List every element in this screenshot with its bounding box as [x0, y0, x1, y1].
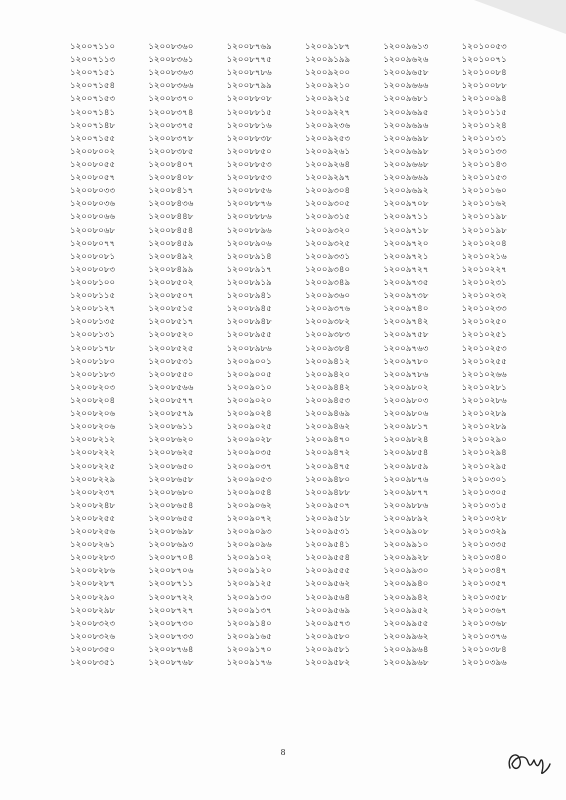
- roll-number-cell: ১২০০৯১২৫: [226, 578, 272, 589]
- roll-number-cell: ১২০০৯৮৮৬: [383, 499, 429, 510]
- roll-number-cell: ১২০০৯০৫৪: [226, 486, 272, 497]
- roll-number-cell: ১২০০৮০৩৩: [70, 185, 116, 196]
- roll-number-cell: ১২০০৮৭৬৯: [226, 41, 272, 51]
- roll-number-cell: ১২০০৯০২৮: [226, 434, 272, 445]
- roll-number-cell: ১২০০৯০০১: [226, 355, 272, 366]
- roll-number-cell: ১২০০৮৫৫০: [148, 368, 194, 379]
- roll-number-cell: ১২০০৮৭৩০: [148, 617, 194, 628]
- roll-number-cell: ১২০০৯৪৭০: [305, 434, 351, 445]
- roll-number-cell: ১২০১০১৬২: [461, 198, 507, 209]
- roll-number-table: [70, 40, 540, 669]
- roll-number-cell: ১২০০৯৫৭৩: [305, 617, 351, 628]
- roll-number-cell: ১২০০৯৫৮২: [305, 657, 351, 668]
- roll-number-cell: ১২০০৯৮৯২: [383, 512, 429, 523]
- roll-number-cell: ১২০০৯৮০২: [383, 381, 429, 392]
- roll-number-cell: ১২০০৯৭২০: [383, 237, 429, 248]
- roll-number-cell: ১২০০৮০৩৬: [70, 198, 116, 209]
- roll-number-cell: ১২০০৮৬৯৮: [148, 526, 194, 537]
- roll-number-cell: ১২০০৮৩৬১: [148, 54, 194, 65]
- roll-number-cell: ১২০০৯০২৪: [226, 408, 272, 419]
- roll-number-cell: ১২০০৮৯৪৮: [226, 316, 272, 327]
- roll-number-cell: ১২০০৮৮০৮: [226, 93, 272, 104]
- roll-number-cell: ১২০০৯৮৫৯: [383, 460, 429, 471]
- roll-number-cell: ১২০০৯৮০৩: [383, 394, 429, 405]
- roll-number-cell: ১২০১০২৮৯: [461, 421, 507, 432]
- roll-number-cell: ১২০০৮৯৮৬: [226, 342, 272, 353]
- roll-number-cell: ১২০০৮৪০৮: [148, 172, 194, 183]
- roll-number-cell: ১২০০৭১১৩: [70, 54, 116, 65]
- roll-number-cell: ১২০০৮২১২: [70, 434, 116, 445]
- roll-number-cell: ১২০০৯৬৬৮: [383, 158, 429, 169]
- roll-number-cell: ১২০০৯১২০: [226, 565, 272, 576]
- roll-number-cell: ১২০০৮৩৬৩: [148, 67, 194, 78]
- roll-number-cell: ১২০০৯৫৪১: [305, 539, 351, 550]
- roll-number-cell: ১২০১০৩০৫: [461, 486, 507, 497]
- roll-number-cell: ১২০০৮৫৭৭: [148, 394, 194, 405]
- roll-number-cell: ১২০১০২২৭: [461, 263, 507, 274]
- roll-number-cell: ১২০০৯৪৭৫: [305, 460, 351, 471]
- roll-number-cell: ১২০০৯১৮৭: [305, 41, 351, 51]
- roll-number-cell: ১২০০৯৫৮০: [305, 630, 351, 641]
- roll-number-cell: ১২০০৯৯১০: [383, 539, 429, 550]
- roll-number-cell: ১২০০৭১৪১: [70, 106, 116, 117]
- roll-number-cell: ১২০০৯০৩৭: [226, 460, 272, 471]
- roll-number-cell: ১২০০৯৩৮৪: [305, 342, 351, 353]
- roll-number-cell: ১২০০৯৪৬৯: [305, 408, 351, 419]
- roll-number-cell: ১২০১০৩২৮: [461, 512, 507, 523]
- roll-number-cell: ১২০১০৩৬৮: [461, 617, 507, 628]
- roll-number-cell: ১২০০৯৫০৭: [305, 499, 351, 510]
- roll-number-cell: ১২০০৮১০০: [70, 276, 116, 287]
- roll-number-cell: ১২০০৮৫২০: [148, 329, 194, 340]
- roll-number-cell: ১২০০৮২৮৩: [70, 552, 116, 563]
- roll-number-cell: ১২০০৯৬৫৮: [383, 67, 429, 78]
- roll-number-cell: ১২০০৯৬৯৮: [383, 145, 429, 156]
- roll-number-cell: ১২০০৯৭২১: [383, 250, 429, 261]
- roll-number-cell: ১২০১০৩৯৬: [461, 657, 507, 668]
- roll-number-cell: ১২০১০২৮১: [461, 381, 507, 392]
- roll-number-cell: ১২০০৯০২৫: [226, 421, 272, 432]
- roll-number-cell: ১২০১০৩৬৭: [461, 604, 507, 615]
- roll-number-cell: ১২০০৮২৫৬: [70, 526, 116, 537]
- roll-number-cell: ১২০০৯২৫৩: [305, 132, 351, 143]
- roll-number-cell: ১২০০৯২০০: [305, 67, 351, 78]
- roll-number-cell: ১২০১০২৫৫: [461, 355, 507, 366]
- roll-number-cell: ১২০০৮৯৫৫: [226, 329, 272, 340]
- roll-number-cell: ১২০০৮৫১৫: [148, 303, 194, 314]
- roll-number-cell: ১২০০৮৪৫৪: [148, 224, 194, 235]
- roll-number-cell: ১২০০৮২২২: [70, 447, 116, 458]
- roll-number-cell: ১২০০৯০৭২: [226, 512, 272, 523]
- roll-number-cell: ১২০০৯৩০৫: [305, 198, 351, 209]
- roll-number-cell: ১২০০৮১৭৮: [70, 342, 116, 353]
- roll-number-cell: ১২০০৮০৮১: [70, 250, 116, 261]
- roll-number-cell: ১২০০৮১১৫: [70, 290, 116, 301]
- roll-number-cell: ১২০০৯৫৮১: [305, 644, 351, 655]
- roll-number-cell: ১২০১০০৫৩: [461, 41, 507, 51]
- roll-number-cell: ১২০০৯৯০৮: [383, 526, 429, 537]
- roll-number-cell: ১২০১০৩৭৬: [461, 630, 507, 641]
- roll-number-cell: ১২০১০১৩৩: [461, 145, 507, 156]
- roll-number-cell: ১২০০৯৭৪২: [383, 316, 429, 327]
- roll-number-cell: ১২০০৮৬৫০: [148, 460, 194, 471]
- roll-number-cell: ১২০০৮৯০৬: [226, 237, 272, 248]
- roll-number-cell: ১২০০৮৮৭৬: [226, 198, 272, 209]
- roll-number-cell: ১২০০৯৬৮১: [383, 93, 429, 104]
- roll-number-cell: ১২০০৮৭০৬: [148, 565, 194, 576]
- roll-number-cell: ১২০০৯৩৪০: [305, 263, 351, 274]
- roll-number-cell: ১২০০৮২৯০: [70, 591, 116, 602]
- roll-number-cell: ১২০০৭১৫১: [70, 67, 116, 78]
- roll-number-cell: ১২০১০২৮৬: [461, 394, 507, 405]
- roll-number-cell: ১২০০৮২৫৫: [70, 512, 116, 523]
- roll-number-cell: ১২০০৯৪৭২: [305, 447, 351, 458]
- roll-number-cell: ১২০০৮৮৫৩: [226, 172, 272, 183]
- roll-number-cell: ১২০১০২৬৬: [461, 368, 507, 379]
- roll-number-cell: ১২০১০১১৫: [461, 106, 507, 117]
- roll-number-cell: ১২০০৯৩০৪: [305, 185, 351, 196]
- roll-number-cell: ১২০০৮০৬৮: [70, 224, 116, 235]
- folded-corner: [474, 0, 566, 34]
- roll-number-cell: ১২০০৮০৫৫: [70, 158, 116, 169]
- roll-number-cell: ১২০০৯৭১১: [383, 211, 429, 222]
- roll-number-cell: ১২০০৮৪৯৯: [148, 263, 194, 274]
- roll-number-cell: ১২০১০২৩২: [461, 290, 507, 301]
- roll-number-cell: ১২০০৯৭৪০: [383, 303, 429, 314]
- roll-number-cell: ১২০০৮৫১৭: [148, 316, 194, 327]
- signature-icon: [504, 742, 552, 778]
- roll-number-cell: ১২০০৮৬৯৩: [148, 539, 194, 550]
- roll-number-cell: ১২০০৮৮৫০: [226, 145, 272, 156]
- roll-number-cell: ১২০০৯৭৩৫: [383, 276, 429, 287]
- roll-number-cell: ১২০০৮৭৬৮: [148, 657, 194, 668]
- roll-number-cell: ১২০০৮৩৭৪: [148, 106, 194, 117]
- roll-number-cell: ১২০১০৩৫৭: [461, 578, 507, 589]
- roll-number-cell: ১২০১০১৪৩: [461, 158, 507, 169]
- roll-number-cell: ১২০১০৩৫৮: [461, 591, 507, 602]
- roll-number-cell: ১২০০৮৫৩১: [148, 355, 194, 366]
- roll-number-cell: ১২০০৮০০২: [70, 145, 116, 156]
- roll-number-cell: ১২০০৮৫৬৬: [148, 381, 194, 392]
- roll-number-cell: ১২০০৯৬২৬: [383, 54, 429, 65]
- roll-number-cell: ১২০০৯৪১২: [305, 355, 351, 366]
- roll-number-cell: ১২০০৭১৫৪: [70, 80, 116, 91]
- roll-number-cell: ১২০০৮৪১৭: [148, 185, 194, 196]
- roll-number-cell: ১২০০৯৩৭৬: [305, 303, 351, 314]
- roll-number-cell: ১২০০৮৮৫৩: [226, 158, 272, 169]
- roll-number-cell: ১২০০৯৯৫৫: [383, 617, 429, 628]
- roll-number-cell: ১২০১০৩৩৫: [461, 539, 507, 550]
- roll-number-cell: ১২০০৮৭৭৫: [226, 54, 272, 65]
- roll-number-cell: ১২০০৯১৩৭: [226, 604, 272, 615]
- roll-number-cell: ১২০১০১৬০: [461, 185, 507, 196]
- roll-number-cell: ১২০০৮৬২০: [148, 434, 194, 445]
- roll-number-cell: ১২০০৮৯১৭: [226, 263, 272, 274]
- roll-number-cell: ১২০১০১৫৩: [461, 172, 507, 183]
- roll-number-cell: ১২০০৯৩২৫: [305, 237, 351, 248]
- roll-number-cell: ১২০০৮২৩৭: [70, 486, 116, 497]
- roll-number-cell: ১২০০৮৪৩৬: [148, 198, 194, 209]
- roll-number-cell: ১২০০৯২৬১: [305, 145, 351, 156]
- roll-number-cell: ১২০০৭১৫৫: [70, 132, 116, 143]
- roll-number-cell: ১২০০৯৩৪৯: [305, 276, 351, 287]
- roll-number-cell: ১২০০৯৮৭৭: [383, 486, 429, 497]
- roll-number-cell: ১২০০৮৪৪৮: [148, 211, 194, 222]
- roll-number-cell: ১২০১০২৯০: [461, 434, 507, 445]
- roll-number-cell: ১২০০৮৬৫৫: [148, 512, 194, 523]
- roll-number-cell: ১২০০৮৩৭০: [148, 93, 194, 104]
- roll-number-cell: ১২০০৮৪০৭: [148, 158, 194, 169]
- roll-number-cell: ১২০০৯৮৭৬: [383, 473, 429, 484]
- roll-number-cell: ১২০১০১৩১: [461, 132, 507, 143]
- roll-number-cell: ১২০০৮৩৫০: [70, 644, 116, 655]
- roll-number-cell: ১২০০৯৪৬২: [305, 421, 351, 432]
- roll-number-cell: ১২০০৯০৯৬: [226, 539, 272, 550]
- roll-number-cell: ১২০০৯৬৯৮: [383, 132, 429, 143]
- roll-number-cell: ১২০০৮৩৬৬: [148, 80, 194, 91]
- roll-number-cell: ১২০০৮৪৫৯: [148, 237, 194, 248]
- roll-number-cell: ১২০০৮২৯৮: [70, 604, 116, 615]
- roll-number-cell: ১২০০৮৩৭৫: [148, 119, 194, 130]
- roll-number-cell: ১২০০৯৪৮৮: [305, 486, 351, 497]
- roll-number-cell: ১২০০৯১০২: [226, 552, 272, 563]
- roll-number-cell: ১২০১০৩২৯: [461, 526, 507, 537]
- roll-number-cell: ১২০০৮০৮৩: [70, 263, 116, 274]
- roll-number-cell: ১২০১০৩৪০: [461, 552, 507, 563]
- roll-number-cell: ১২০০৯৫৬২: [305, 578, 351, 589]
- roll-number-cell: ১২০১০২৯৪: [461, 447, 507, 458]
- roll-number-cell: ১২০০৮৩২৬: [70, 630, 116, 641]
- roll-number-cell: ১২০১০০৭১: [461, 54, 507, 65]
- roll-number-cell: ১২০০৯৬১৩: [383, 41, 429, 51]
- roll-number-cell: ১২০০৮২৮৬: [70, 565, 116, 576]
- roll-number-cell: ১২০০৯০০৫: [226, 368, 272, 379]
- roll-number-cell: ১২০০৮২৮৭: [70, 578, 116, 589]
- roll-number-cell: ১২০১০২৩১: [461, 276, 507, 287]
- roll-number-cell: ১২০০৮১২৭: [70, 303, 116, 314]
- roll-number-cell: ১২০০৮৬৮০: [148, 486, 194, 497]
- roll-number-cell: ১২০১০২০৪: [461, 237, 507, 248]
- roll-number-cell: ১২০১০২৮৯: [461, 408, 507, 419]
- roll-number-cell: ১২০০৯৬৯২: [383, 185, 429, 196]
- roll-number-cell: ১২০০৮৭৯৯: [226, 80, 272, 91]
- roll-number-cell: ১২০১০৩১৫: [461, 499, 507, 510]
- roll-number-cell: ১২০০৮০৫৭: [70, 172, 116, 183]
- roll-number-cell: ১২০০৯৯৪০: [383, 578, 429, 589]
- roll-number-cell: ১২০০৯৬৬৯: [383, 172, 429, 183]
- roll-number-cell: ১২০০৮২০৪: [70, 394, 116, 405]
- roll-number-cell: ১২০০৯৯৫২: [383, 604, 429, 615]
- roll-number-cell: ১২০০৮৬১১: [148, 421, 194, 432]
- roll-number-cell: ১২০০৯৯৪২: [383, 591, 429, 602]
- roll-number-cell: ১২০০৮২০৬: [70, 408, 116, 419]
- roll-number-cell: ১২০০৮৮১৬: [226, 119, 272, 130]
- roll-number-cell: ১২০০৮৭২৭: [148, 604, 194, 615]
- roll-number-cell: ১২০০৮৫০২: [148, 276, 194, 287]
- roll-number-cell: ১২০০৮৮৮৬: [226, 211, 272, 222]
- roll-number-cell: ১২০০৯১৬৫: [226, 630, 272, 641]
- roll-number-cell: ১২০০৮৫২৫: [148, 342, 194, 353]
- roll-number-cell: ১২০০৮২০৬: [70, 421, 116, 432]
- roll-number-cell: ১২০১০০৮৮: [461, 80, 507, 91]
- roll-number-cell: ১২০০৮২২৫: [70, 460, 116, 471]
- roll-number-cell: ১২০০৮৮১৫: [226, 106, 272, 117]
- roll-number-cell: ১২০০৮৬২৫: [148, 447, 194, 458]
- roll-number-cell: ১২০০৯৬৯৫: [383, 106, 429, 117]
- roll-number-cell: ১২০০৯০৫৩: [226, 473, 272, 484]
- roll-number-cell: ১২০০৮৬৫৮: [148, 473, 194, 484]
- roll-number-cell: ১২০০৯৫৬৪: [305, 591, 351, 602]
- roll-number-cell: ১২০০৯১৩০: [226, 591, 272, 602]
- roll-number-cell: ১২০১০৩৪৭: [461, 565, 507, 576]
- roll-number-cell: ১২০০৯৫৬৯: [305, 604, 351, 615]
- roll-number-cell: ১২০০৮৯৪৫: [226, 303, 272, 314]
- roll-number-cell: ১২০০৯৩৬০: [305, 290, 351, 301]
- roll-number-cell: ১২০০৯৯৬২: [383, 630, 429, 641]
- roll-number-cell: ১২০০৯৩৩১: [305, 250, 351, 261]
- roll-number-cell: ১২০০৯৪৫৩: [305, 394, 351, 405]
- roll-number-cell: ১২০০৯৫৫৫: [305, 565, 351, 576]
- roll-number-cell: ১২০০৯৬৬৬: [383, 80, 429, 91]
- roll-number-cell: ১২০১০১৯৮: [461, 224, 507, 235]
- roll-number-cell: ১২০০৯১৯৯: [305, 54, 351, 65]
- roll-number-cell: ১২০০৭১৫৩: [70, 93, 116, 104]
- roll-number-cell: ১২০১০২১৬: [461, 250, 507, 261]
- roll-number-cell: ১২০০৮৭২২: [148, 591, 194, 602]
- roll-number-cell: ১২০০৯২৯৭: [305, 172, 351, 183]
- roll-number-cell: ১২০০৮১৮৩: [70, 368, 116, 379]
- roll-number-cell: ১২০০৮০৭৭: [70, 237, 116, 248]
- roll-number-cell: ১২০০৮৭১১: [148, 578, 194, 589]
- roll-number-cell: ১২০১০২৫০: [461, 316, 507, 327]
- roll-number-cell: ১২০০৯৮২৪: [383, 434, 429, 445]
- roll-number-cell: ১২০০৯২৬৪: [305, 158, 351, 169]
- roll-number-cell: ১২০০৮৮৯৬: [226, 224, 272, 235]
- roll-number-cell: ১২০০৯৪৪২: [305, 381, 351, 392]
- roll-number-cell: ১২০০৯৪৮০: [305, 473, 351, 484]
- roll-number-cell: ১২০০৯৩১৫: [305, 211, 351, 222]
- roll-number-cell: ১২০০৯০৯৩: [226, 526, 272, 537]
- roll-number-cell: ১২০০৯৫৩১: [305, 526, 351, 537]
- roll-number-cell: ১২০০৮৩৭৮: [148, 132, 194, 143]
- roll-number-cell: ১২০০৯০১০: [226, 381, 272, 392]
- roll-number-cell: ১২০০৯৯৬৪: [383, 644, 429, 655]
- roll-number-cell: ১২০০৮১৩১: [70, 329, 116, 340]
- page-number: 8: [280, 748, 286, 757]
- roll-number-cell: ১২০১০২৯৫: [461, 460, 507, 471]
- roll-number-cell: ১২০০৯২১৫: [305, 93, 351, 104]
- roll-number-cell: ১২০০৮৩২৩: [70, 617, 116, 628]
- roll-number-cell: ১২০১০০৯৪: [461, 93, 507, 104]
- roll-number-cell: ১২০০৯২২৭: [305, 106, 351, 117]
- roll-number-cell: ১২০১০১৯৮: [461, 211, 507, 222]
- roll-number-cell: ১২০০৮৬৫৪: [148, 499, 194, 510]
- roll-number-cell: ১২০১০২৩৩: [461, 303, 507, 314]
- roll-number-cell: ১২০০৯৭২৭: [383, 263, 429, 274]
- roll-number-cell: ১২০০৮৭৬৪: [148, 644, 194, 655]
- roll-number-cell: ১২০০৮৫৭৯: [148, 408, 194, 419]
- roll-number-cell: ১২০০৮২৬১: [70, 539, 116, 550]
- roll-number-cell: ১২০০৯২১০: [305, 80, 351, 91]
- roll-number-cell: ১২০০৯৭৬৩: [383, 342, 429, 353]
- roll-number-cell: ১২০০৯১৪০: [226, 617, 272, 628]
- roll-number-cell: ১২০১০০৮৪: [461, 67, 507, 78]
- roll-number-cell: ১২০০৯৯৬৮: [383, 657, 429, 668]
- roll-number-cell: ১২০০৯৫১৮: [305, 512, 351, 523]
- roll-number-cell: ১২০০৯৭১৮: [383, 224, 429, 235]
- roll-number-cell: ১২০০৯৯৩০: [383, 565, 429, 576]
- roll-number-cell: ১২০০৯৬৯৬: [383, 119, 429, 130]
- roll-number-cell: ১২০১০২৫৩: [461, 342, 507, 353]
- roll-number-cell: ১২০০৮২৪৮: [70, 499, 116, 510]
- roll-number-cell: ১২০০৯১৭৬: [226, 657, 272, 668]
- roll-number-cell: ১২০০৯০৩৫: [226, 447, 272, 458]
- roll-number-cell: ১২০০৮৩৫১: [70, 657, 116, 668]
- roll-number-cell: ১২০০৮১৩৫: [70, 316, 116, 327]
- roll-number-cell: ১২০০৮৭০৪: [148, 552, 194, 563]
- roll-number-cell: ১২০০৮০৬৬: [70, 211, 116, 222]
- roll-number-cell: ১২০০৯০২০: [226, 394, 272, 405]
- roll-number-cell: ১২০০৯৭০৮: [383, 198, 429, 209]
- roll-number-cell: ১২০০৮৫০৭: [148, 290, 194, 301]
- roll-number-cell: ১২০১০২৫১: [461, 329, 507, 340]
- roll-number-cell: ১২০১০৩৮৪: [461, 644, 507, 655]
- roll-number-cell: ১২০০৯২৩৬: [305, 119, 351, 130]
- roll-number-cell: ১২০০৯৭৫৮: [383, 329, 429, 340]
- roll-number-cell: ১২০০৭১৪৮: [70, 119, 116, 130]
- roll-number-cell: ১২০০৮৯৪১: [226, 290, 272, 301]
- roll-number-cell: ১২০০৮২২৯: [70, 473, 116, 484]
- roll-number-cell: ১২০০৯৭৩৮: [383, 290, 429, 301]
- roll-number-cell: ১২০০৯৮১৭: [383, 421, 429, 432]
- roll-number-cell: ১২০০৮১৮০: [70, 355, 116, 366]
- roll-number-cell: ১২০০৯৩৮৩: [305, 329, 351, 340]
- roll-number-cell: ১২০০৮৭৩৩: [148, 630, 194, 641]
- roll-number-cell: ১২০০৮২০৩: [70, 381, 116, 392]
- roll-number-cell: ১২০০৮৯১৪: [226, 250, 272, 261]
- roll-number-cell: ১২০০৭১১০: [70, 41, 116, 51]
- roll-number-cell: ১২০০৮৯১৯: [226, 276, 272, 287]
- roll-number-cell: ১২০০৮৭৮৬: [226, 67, 272, 78]
- roll-number-cell: ১২০০৯৮৫৪: [383, 447, 429, 458]
- roll-number-cell: ১২০১০১২৪: [461, 119, 507, 130]
- roll-number-cell: ১২০০৯৪২০: [305, 368, 351, 379]
- roll-number-cell: ১২০০৮৩৬০: [148, 41, 194, 51]
- roll-number-cell: ১২০০৯৫৫৪: [305, 552, 351, 563]
- roll-number-cell: ১২০০৯৩২০: [305, 224, 351, 235]
- roll-number-cell: ১২০০৯৮০৬: [383, 408, 429, 419]
- roll-number-cell: ১২০১০৩০১: [461, 473, 507, 484]
- roll-number-cell: ১২০০৯৯২৮: [383, 552, 429, 563]
- roll-number-cell: ১২০০৯৭৮০: [383, 355, 429, 366]
- roll-number-cell: ১২০০৯০৬২: [226, 499, 272, 510]
- roll-number-cell: ১২০০৮৪৯২: [148, 250, 194, 261]
- roll-number-cell: ১২০০৮৮৩৮: [226, 132, 272, 143]
- roll-number-cell: ১২০০৯৭৮৬: [383, 368, 429, 379]
- roll-number-cell: ১২০০৯৩৮২: [305, 316, 351, 327]
- roll-number-cell: ১২০০৮৩৮৫: [148, 145, 194, 156]
- roll-number-cell: ১২০০৯১৭০: [226, 644, 272, 655]
- roll-number-cell: ১২০০৮৮৫৬: [226, 185, 272, 196]
